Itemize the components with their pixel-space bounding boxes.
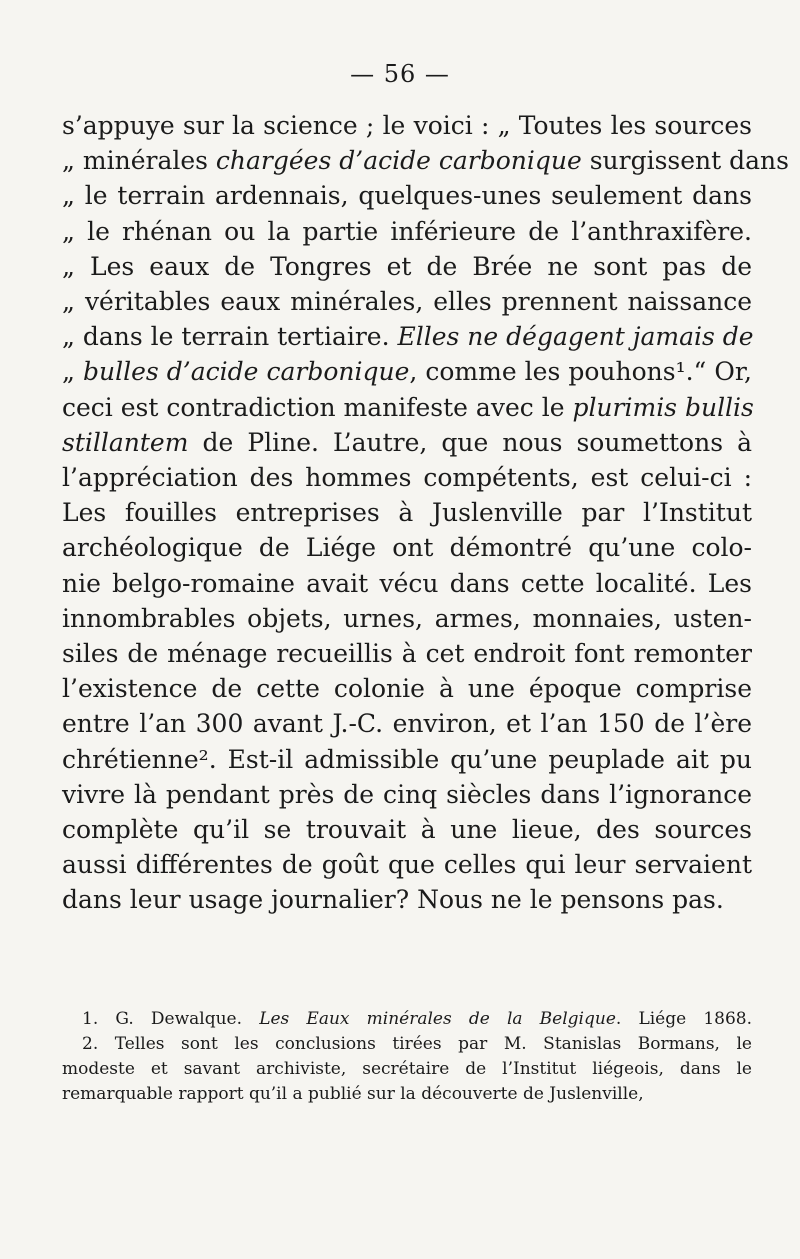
body-text-line: l’existence de cette colonie à une époque comprise — [62, 674, 752, 704]
footnote-line: 1. G. Dewalque. Les Eaux minérales de la Belgique. Liége 1868. — [82, 1009, 753, 1029]
body-text — [62, 108, 789, 918]
body-text-line: „ véritables eaux minérales, elles prennent naissance — [62, 287, 752, 317]
footnote-line: remarquable rapport qu’il a publié sur la découverte de Juslenville, — [62, 1084, 644, 1104]
body-text-line: complète qu’il se trouvait à une lieue, des sources — [62, 815, 752, 845]
body-text-line: Les fouilles entreprises à Juslenville par l’Institut — [62, 498, 752, 528]
body-text-line: „ Les eaux de Tongres et de Brée ne sont pas de — [62, 251, 752, 281]
footnote-line: 2. Telles sont les conclusions tirées par M. Stanislas Bormans, le — [82, 1034, 752, 1054]
body-text-line: siles de ménage recueillis à cet endroit font remonter — [62, 639, 752, 669]
body-text-line: vivre là pendant près de cinq siècles dans l’ignorance — [62, 779, 752, 809]
footnotes — [62, 1007, 752, 1107]
body-text-line: s’appuye sur la science ; le voici : „ Toutes les sources — [62, 111, 752, 140]
body-text-line: „ bulles d’acide carbonique, comme les pouhons¹.“ Or, — [62, 357, 753, 387]
body-text-line: innombrables objets, urnes, armes, monnaies, usten- — [62, 603, 752, 633]
body-text-line: l’appréciation des hommes compétents, est celui-ci : — [62, 463, 752, 493]
page-number: — 56 — — [350, 60, 450, 88]
footnote-line: modeste et savant archiviste, secrétaire de l’Institut liégeois, dans le — [62, 1059, 752, 1079]
body-text-line: „ dans le terrain tertiaire. Elles ne dégagent jamais de — [62, 322, 754, 352]
body-text-line: nie belgo-romaine avait vécu dans cette localité. Les — [62, 568, 752, 598]
body-text-line: stillantem de Pline. L’autre, que nous soumettons à — [62, 427, 752, 457]
body-text-line: aussi différentes de goût que celles qui leur servaient — [62, 850, 752, 880]
body-text-line: „ le rhénan ou la partie inférieure de l’anthraxifère. — [62, 216, 752, 246]
body-text-line: „ minérales chargées d’acide carbonique surgissent dans — [62, 146, 789, 176]
body-text-line: chrétienne². Est-il admissible qu’une peuplade ait pu — [62, 744, 752, 774]
body-text-line: „ le terrain ardennais, quelques-unes seulement dans — [62, 181, 752, 211]
body-text-line: entre l’an 300 avant J.-C. environ, et l’an 150 de l’ère — [62, 709, 752, 739]
body-text-line: archéologique de Liége ont démontré qu’une colo- — [62, 533, 752, 563]
body-text-line: ceci est contradiction manifeste avec le plurimis bullis — [62, 392, 754, 422]
body-text-line: dans leur usage journalier? Nous ne le pensons pas. — [62, 885, 724, 915]
